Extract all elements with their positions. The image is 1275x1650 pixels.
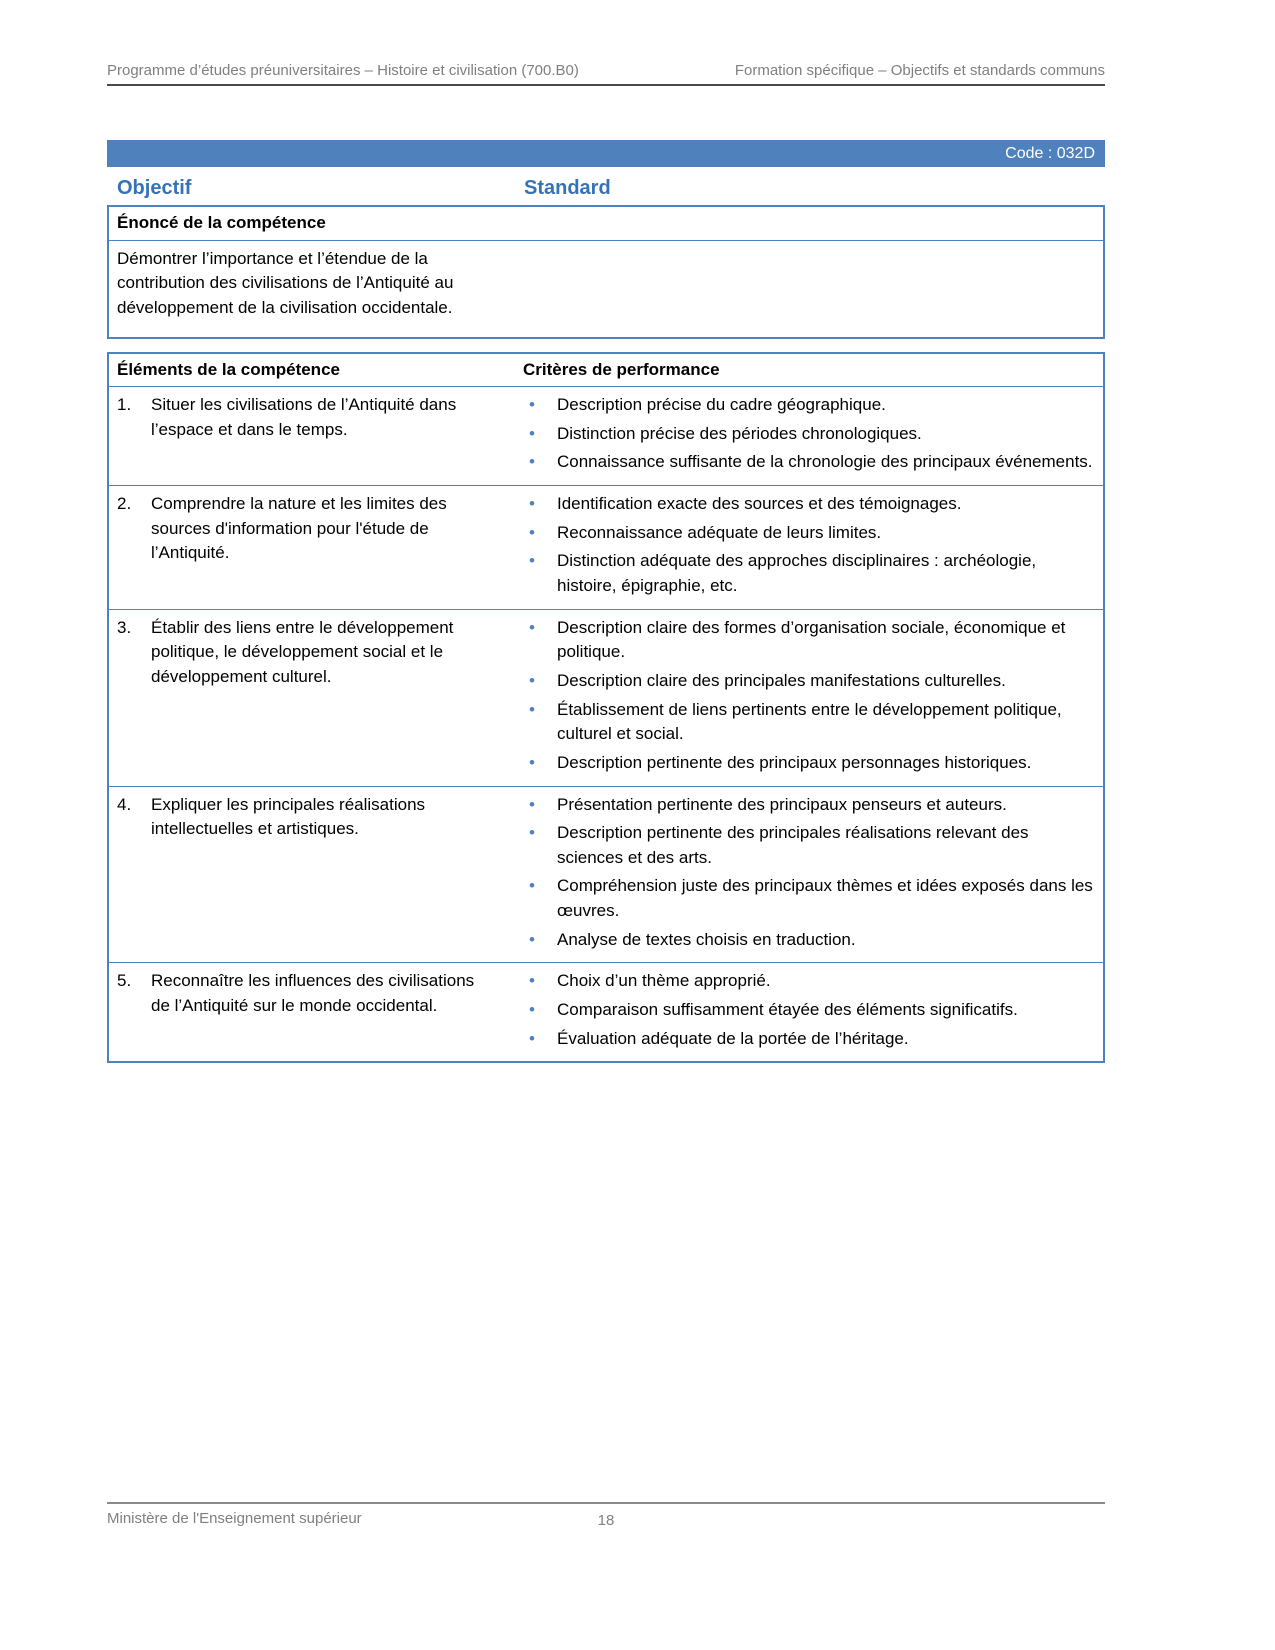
competency-table <box>107 352 1105 1064</box>
criteria-list <box>523 393 1095 475</box>
criterion-item: • Compréhension juste des principaux thèmes et idées exposés dans les œuvres. <box>523 874 1095 923</box>
table-row <box>108 963 1104 1062</box>
criterion-item: • Établissement de liens pertinents entre le développement politique, culturel et social. <box>523 698 1095 747</box>
enonce-header: Énoncé de la compétence <box>109 207 1103 241</box>
item-number: 5. <box>117 971 132 991</box>
criteria-list <box>523 793 1095 953</box>
table-row <box>108 486 1104 610</box>
criterion-item: • Analyse de textes choisis en traduction. <box>523 928 1095 953</box>
criterion-item: • Présentation pertinente des principaux penseurs et auteurs. <box>523 793 1095 818</box>
enonce-text: Démontrer l’importance et l’étendue de la contribution des civilisations de l’Antiquité au développement de la civilisation occidentale. <box>117 248 454 317</box>
criterion-item: • Distinction précise des périodes chronologiques. <box>523 422 1095 447</box>
criteria-cell <box>511 486 1104 610</box>
criterion-item: • Description précise du cadre géographique. <box>523 393 1095 418</box>
table-row <box>108 786 1104 963</box>
element-cell <box>108 609 511 786</box>
element-cell <box>108 486 511 610</box>
criteria-list <box>523 969 1095 1051</box>
competency-table-head <box>108 353 1104 387</box>
enonce-body <box>109 241 1103 337</box>
element-cell <box>108 387 511 486</box>
page-header <box>107 0 1105 86</box>
element-text: Comprendre la nature et les limites des sources d'information pour l'étude de l’Antiquité. <box>151 494 447 563</box>
criterion-item: • Comparaison suffisamment étayée des éléments significatifs. <box>523 998 1095 1023</box>
criterion-item: • Description pertinente des principaux personnages historiques. <box>523 751 1095 776</box>
criterion-item: • Description claire des formes d’organisation sociale, économique et politique. <box>523 616 1095 665</box>
criterion-item: • Choix d’un thème approprié. <box>523 969 1095 994</box>
criteria-cell <box>511 963 1104 1062</box>
header-left-text: Programme d’études préuniversitaires – Histoire et civilisation (700.B0) <box>107 62 579 79</box>
element-text: Établir des liens entre le développement politique, le développement social et le développement culturel. <box>151 617 454 686</box>
code-label: Code : 032D <box>1005 145 1095 162</box>
table-row <box>108 387 1104 486</box>
criteria-cell <box>511 786 1104 963</box>
element-text: Situer les civilisations de l’Antiquité dans l’espace et dans le temps. <box>151 395 457 439</box>
standard-heading: Standard <box>524 177 611 199</box>
item-number: 1. <box>117 395 132 415</box>
criterion-item: • Connaissance suffisante de la chronologie des principaux événements. <box>523 450 1095 475</box>
code-bar <box>107 140 1105 167</box>
footer-page-number: 18 <box>597 1512 615 1529</box>
criteria-list <box>523 492 1095 599</box>
element-cell <box>108 963 511 1062</box>
element-cell <box>108 786 511 963</box>
page-content <box>107 0 1105 1063</box>
column-headings <box>107 175 1105 205</box>
header-right-text: Formation spécifique – Objectifs et standards communs <box>734 62 1105 79</box>
criterion-item: • Description claire des principales manifestations culturelles. <box>523 669 1095 694</box>
table-row <box>108 609 1104 786</box>
footer-left-text: Ministère de l'Enseignement supérieur <box>107 1510 362 1527</box>
enonce-table <box>107 205 1105 339</box>
criteria-list <box>523 616 1095 776</box>
objectif-heading: Objectif <box>117 177 192 199</box>
item-number: 3. <box>117 617 132 637</box>
page-footer <box>107 1502 1105 1527</box>
criterion-item: • Évaluation adéquate de la portée de l’héritage. <box>523 1027 1095 1052</box>
competency-table-body <box>108 387 1104 1063</box>
criteres-column-header: Critères de performance <box>511 353 1104 387</box>
elements-column-header: Éléments de la compétence <box>108 353 511 387</box>
criterion-item: • Distinction adéquate des approches disciplinaires : archéologie, histoire, épigraphie, etc. <box>523 549 1095 598</box>
criterion-item: • Reconnaissance adéquate de leurs limites. <box>523 521 1095 546</box>
criterion-item: • Identification exacte des sources et des témoignages. <box>523 492 1095 517</box>
item-number: 2. <box>117 494 132 514</box>
criteria-cell <box>511 609 1104 786</box>
item-number: 4. <box>117 794 132 814</box>
table-header-row <box>108 353 1104 387</box>
element-text: Expliquer les principales réalisations intellectuelles et artistiques. <box>151 794 426 839</box>
criteria-cell <box>511 387 1104 486</box>
element-text: Reconnaître les influences des civilisations de l’Antiquité sur le monde occidental. <box>151 971 475 1016</box>
criterion-item: • Description pertinente des principales réalisations relevant des sciences et des arts. <box>523 821 1095 870</box>
